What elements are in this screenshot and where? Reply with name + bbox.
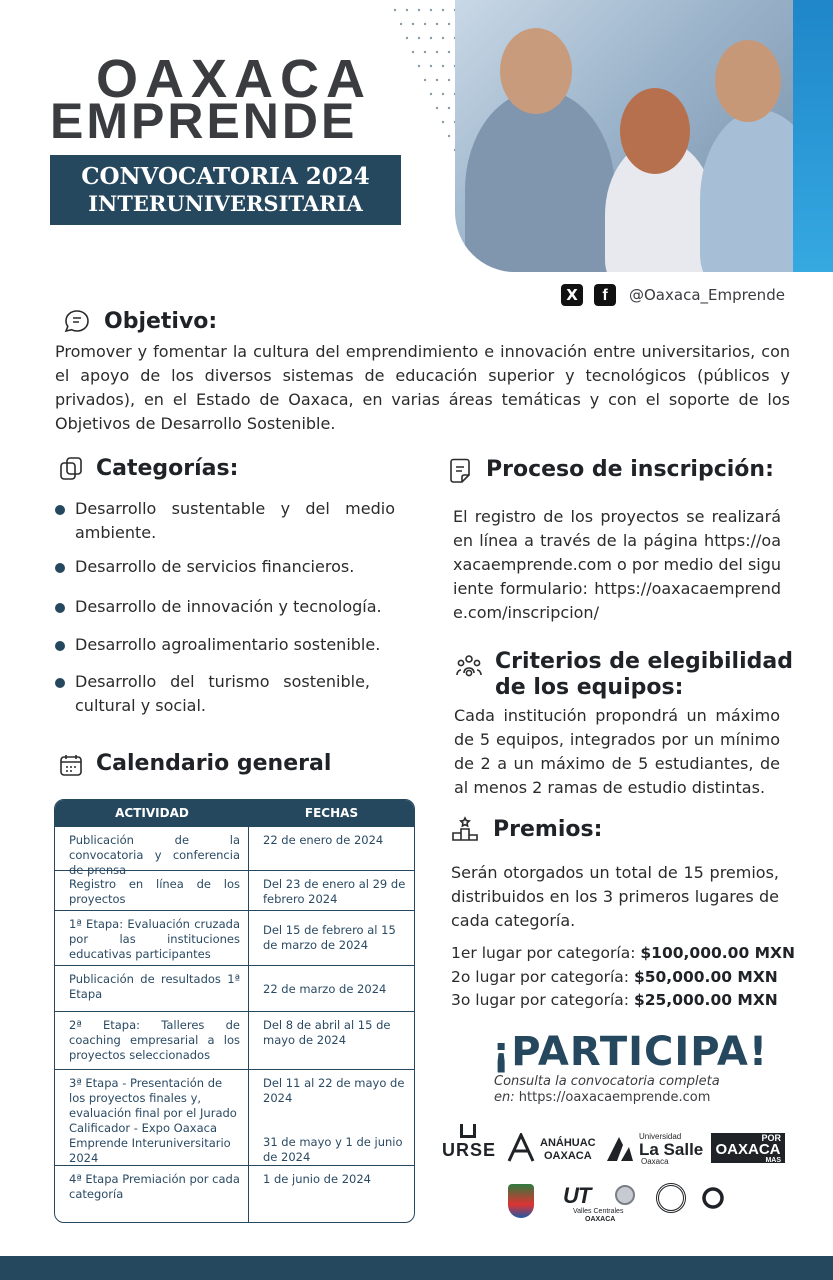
dates-cell: Del 8 de abril al 15 de mayo de 2024 [263, 1018, 391, 1047]
lasalle-emblem-icon [605, 1135, 635, 1163]
table-header [55, 800, 414, 826]
dates-cell: 22 de marzo de 2024 [263, 982, 387, 996]
prizes-text: Serán otorgados un total de 15 premios, distribuidos en los 3 primeros lugares de cada categoría. [451, 863, 779, 930]
ut-valles-logo: UT Valles Centrales OAXACA [563, 1183, 639, 1227]
objective-text: Promover y fomentar la cultura del emprendimiento e innovación entre universitarios, con el apoyo de los diversos sistemas de educación superior y tecnológicos (públicos y privados), en el Estado de Oaxaca, en varias áreas temáticas y con el soporte de los Objetivos de Desarrollo Sostenible. [55, 342, 790, 433]
urse-logo: URSE [442, 1124, 494, 1161]
crest-logo [697, 1181, 729, 1215]
dates-cell: Del 23 de enero al 29 de febrero 2024 [263, 877, 406, 906]
footer-bar [0, 1256, 833, 1280]
por-oaxaca-mas-logo: POR OAXACA MAS [711, 1133, 785, 1163]
registration-icon [446, 456, 474, 486]
team-icon [455, 653, 483, 681]
dates-cell [249, 1070, 414, 1165]
activity-cell: Publicación de la convocatoria y conferencia de prensa [55, 827, 249, 870]
table-row [55, 826, 414, 877]
round-seal-logo [656, 1183, 686, 1213]
prizes-title: Premios: [493, 817, 603, 842]
table-row [55, 1011, 414, 1069]
logo-line-2: EMPRENDE [50, 93, 358, 149]
prize-item: 2o lugar por categoría: $50,000.00 MXN [451, 967, 778, 986]
table-row [55, 1165, 414, 1222]
category-item: Desarrollo de innovación y tecnología. [55, 595, 395, 619]
dates-cell: Del 15 de febrero al 15 de marzo de 2024 [263, 923, 396, 952]
table-row [55, 1069, 414, 1165]
category-item: Desarrollo agroalimentario sostenible. [55, 633, 395, 657]
categories-title: Categorías: [96, 456, 239, 481]
table-row [55, 965, 414, 1011]
convocatoria-line-2: INTERUNIVERSITARIA [88, 191, 363, 216]
table-row [55, 870, 414, 910]
prize-item: 1er lugar por categoría: $100,000.00 MXN [451, 944, 795, 962]
eligibility-text: Cada institución propondrá un máximo de 5 equipos, integrados por un mínimo de 2 a un máximo de 5 estudiantes, de al menos 2 ramas de estudio distintas. [454, 706, 780, 797]
cta-url-link[interactable]: https://oaxacaemprende.com [518, 1090, 711, 1105]
anahuac-emblem-icon [506, 1133, 536, 1163]
eligibility-title-line-1: Criterios de elegibilidad [495, 649, 793, 674]
logo-line-1: OAXACA [96, 49, 373, 109]
lasalle-logo: Universidad La Salle Oaxaca [605, 1132, 705, 1166]
participa-heading: ¡PARTICIPA! [492, 1029, 769, 1075]
dates-cell-line-2: 31 de mayo y 1 de junio de 2024 [263, 1135, 403, 1164]
cta-line-2: en: https://oaxacaemprende.com [494, 1090, 711, 1105]
x-icon[interactable]: X [561, 284, 583, 306]
category-item: Desarrollo de servicios financieros. [55, 555, 395, 579]
col-activity-header: ACTIVIDAD [115, 806, 189, 820]
cta-line-1: Consulta la convocatoria completa [494, 1074, 720, 1089]
prize-list [451, 942, 795, 1013]
activity-cell: Registro en línea de los proyectos [55, 871, 249, 910]
categories-icon [57, 455, 85, 483]
calendar-icon [58, 752, 84, 778]
col-dates-header: FECHAS [304, 806, 359, 820]
dates-cell-line-1: Del 11 al 22 de mayo de 2024 [263, 1076, 405, 1105]
calendar-table [54, 799, 415, 1223]
prize-item: 3o lugar por categoría: $25,000.00 MXN [451, 991, 778, 1009]
convocatoria-line-1: CONVOCATORIA 2024 [81, 163, 370, 190]
category-item: Desarrollo del turismo sostenible, cultural y social. [55, 670, 370, 718]
dates-cell: 22 de enero de 2024 [263, 833, 384, 847]
social-handle[interactable]: @Oaxaca_Emprende [629, 286, 785, 304]
activity-cell: 4ª Etapa Premiación por cada categoría [55, 1166, 249, 1222]
escuela-shield-logo [508, 1184, 534, 1218]
ut-globe-icon [615, 1185, 635, 1205]
calendar-title: Calendario general [96, 751, 332, 776]
registration-title: Proceso de inscripción: [486, 457, 774, 482]
category-item: Desarrollo sustentable y del medio ambiente. [55, 497, 395, 545]
eligibility-title [495, 649, 793, 701]
activity-cell: 3ª Etapa - Presentación de los proyectos finales y, evaluación final por el Jurado Calificador - Expo Oaxaca Emprende Interuniversitario 2024 [55, 1070, 249, 1165]
facebook-icon[interactable]: f [594, 284, 616, 306]
objective-icon [62, 307, 92, 335]
activity-cell: Publicación de resultados 1ª Etapa [55, 966, 249, 1011]
table-row [55, 910, 414, 965]
podium-icon [451, 815, 479, 843]
dates-cell: 1 de junio de 2024 [263, 1172, 371, 1186]
eligibility-title-line-2: de los equipos: [495, 675, 684, 700]
registration-text: El registro de los proyectos se realizará en línea a través de la página https://oaxacaemprende.com o por medio del siguiente formulario: https://oaxacaemprende.com/inscripcion/ [453, 507, 782, 622]
objective-title: Objetivo: [104, 309, 218, 334]
activity-cell: 2ª Etapa: Talleres de coaching empresarial a los proyectos seleccionados [55, 1012, 249, 1069]
hero-photo-students [455, 0, 833, 272]
convocatoria-banner [50, 155, 401, 225]
activity-cell: 1ª Etapa: Evaluación cruzada por las instituciones educativas participantes [55, 911, 249, 965]
